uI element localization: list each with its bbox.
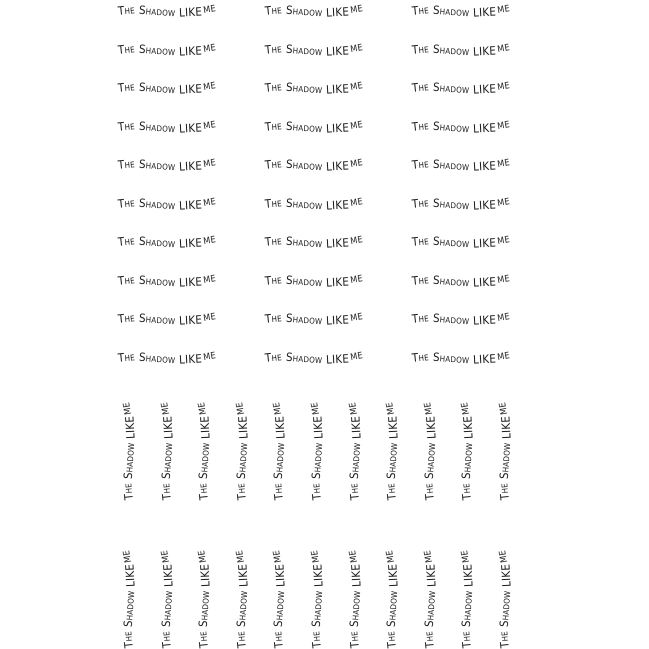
sticker-label-vertical bbox=[272, 549, 286, 648]
sticker-word: LIKE bbox=[179, 196, 203, 213]
sticker-word: LIKE bbox=[498, 415, 514, 439]
sticker-word: Shadow bbox=[346, 590, 363, 628]
sticker-label-vertical bbox=[498, 401, 512, 500]
sticker-word: ME bbox=[349, 196, 365, 209]
sticker-word: ME bbox=[349, 312, 365, 325]
sticker-word: LIKE bbox=[310, 563, 326, 587]
sticker-word: LIKE bbox=[179, 235, 203, 251]
sticker-word: ME bbox=[349, 350, 365, 363]
sticker-word: ME bbox=[234, 400, 247, 416]
sticker-word: LIKE bbox=[460, 563, 476, 587]
sticker-word: LIKE bbox=[179, 158, 203, 174]
sticker-label-horizontal bbox=[117, 194, 218, 213]
sticker-word: Shadow bbox=[308, 590, 326, 628]
sticker-word: Shadow bbox=[195, 442, 213, 480]
sticker-word: The bbox=[117, 271, 136, 288]
sticker-word: Shadow bbox=[271, 590, 288, 628]
sticker-word: ME bbox=[496, 158, 512, 171]
sticker-label-vertical bbox=[197, 401, 211, 500]
sticker-word: The bbox=[383, 630, 400, 649]
sticker-label-vertical bbox=[157, 548, 176, 649]
sticker-word: ME bbox=[349, 158, 365, 171]
sticker-label-horizontal bbox=[264, 271, 365, 290]
sticker-word: The bbox=[264, 348, 283, 365]
sticker-word: ME bbox=[272, 400, 285, 416]
sticker-word: Shadow bbox=[285, 272, 323, 289]
sticker-word: The bbox=[264, 271, 283, 288]
sticker-label-horizontal bbox=[411, 348, 512, 367]
sticker-word: LIKE bbox=[235, 563, 251, 587]
sticker-word: ME bbox=[159, 400, 172, 416]
sticker-word: The bbox=[117, 233, 136, 249]
sticker-word: ME bbox=[496, 235, 512, 248]
sticker-word: Shadow bbox=[285, 79, 323, 97]
sticker-word: The bbox=[120, 630, 136, 649]
sticker-word: LIKE bbox=[122, 415, 138, 439]
sticker-word: LIKE bbox=[326, 350, 350, 367]
sticker-word: The bbox=[270, 630, 287, 649]
sticker-word: LIKE bbox=[272, 563, 288, 587]
sticker-word: ME bbox=[349, 81, 365, 94]
sticker-word: LIKE bbox=[385, 415, 401, 439]
sticker-label-horizontal bbox=[265, 81, 364, 95]
sticker-word: The bbox=[264, 117, 283, 134]
sticker-label-vertical bbox=[420, 548, 439, 649]
sticker-word: LIKE bbox=[326, 4, 350, 20]
sticker-word: The bbox=[117, 117, 136, 134]
sticker-word: Shadow bbox=[158, 590, 175, 628]
sticker-word: Shadow bbox=[138, 118, 176, 135]
sticker-word: ME bbox=[349, 273, 365, 286]
sticker-word: LIKE bbox=[326, 119, 350, 136]
sticker-word: LIKE bbox=[473, 350, 497, 367]
sticker-label-horizontal bbox=[412, 158, 511, 172]
sticker-word: LIKE bbox=[326, 81, 350, 97]
sticker-word: The bbox=[117, 40, 136, 57]
sticker-word: The bbox=[345, 630, 362, 649]
sticker-word: Shadow bbox=[120, 442, 138, 480]
sticker-word: LIKE bbox=[197, 415, 213, 439]
sticker-label-horizontal bbox=[118, 312, 217, 326]
sticker-word: LIKE bbox=[179, 350, 203, 367]
sticker-word: LIKE bbox=[498, 563, 514, 587]
sticker-word: Shadow bbox=[432, 118, 470, 135]
sticker-word: The bbox=[264, 156, 283, 172]
sticker-word: The bbox=[232, 482, 249, 501]
sticker-word: The bbox=[458, 630, 475, 649]
sticker-word: The bbox=[420, 630, 437, 649]
sticker-word: Shadow bbox=[496, 442, 514, 480]
sticker-word: The bbox=[411, 194, 430, 211]
sticker-word: Shadow bbox=[459, 590, 476, 628]
sticker-word: LIKE bbox=[179, 119, 203, 136]
sticker-word: Shadow bbox=[285, 118, 323, 135]
sticker-word: ME bbox=[197, 548, 210, 564]
sticker-word: Shadow bbox=[233, 442, 251, 480]
sticker-word: ME bbox=[496, 196, 512, 209]
sticker-word: LIKE bbox=[473, 81, 497, 97]
sticker-word: Shadow bbox=[138, 2, 176, 20]
sticker-word: ME bbox=[496, 119, 512, 132]
sticker-word: The bbox=[411, 117, 430, 134]
sticker-word: ME bbox=[202, 235, 218, 248]
sticker-label-horizontal bbox=[265, 158, 364, 172]
sticker-word: Shadow bbox=[158, 442, 175, 480]
sticker-word: ME bbox=[498, 400, 511, 416]
sticker-word: The bbox=[120, 482, 136, 501]
sticker-word: The bbox=[411, 348, 430, 365]
sticker-label-vertical bbox=[385, 401, 399, 500]
sticker-word: LIKE bbox=[326, 273, 350, 290]
sticker-word: LIKE bbox=[326, 42, 350, 59]
sticker-word: ME bbox=[202, 81, 218, 94]
sticker-label-vertical bbox=[197, 549, 211, 648]
sticker-word: Shadow bbox=[138, 156, 176, 174]
sticker-label-vertical bbox=[460, 401, 474, 500]
sticker-word: LIKE bbox=[160, 415, 176, 439]
sticker-word: ME bbox=[122, 548, 135, 564]
sticker-word: ME bbox=[422, 400, 435, 416]
sticker-word: LIKE bbox=[460, 415, 476, 439]
sticker-word: Shadow bbox=[285, 195, 323, 212]
sticker-label-horizontal bbox=[118, 81, 217, 95]
sticker-word: LIKE bbox=[473, 196, 497, 213]
sticker-word: The bbox=[411, 156, 430, 172]
sticker-word: LIKE bbox=[423, 415, 439, 439]
sticker-word: Shadow bbox=[432, 233, 470, 251]
sticker-word: Shadow bbox=[233, 590, 251, 628]
sticker-word: The bbox=[411, 2, 430, 18]
sticker-word: ME bbox=[202, 119, 218, 132]
sticker-word: ME bbox=[496, 273, 512, 286]
sticker-word: Shadow bbox=[195, 590, 213, 628]
sticker-word: LIKE bbox=[179, 312, 203, 328]
sticker-word: LIKE bbox=[179, 42, 203, 59]
sticker-label-vertical bbox=[232, 548, 251, 649]
sticker-label-horizontal bbox=[118, 4, 217, 18]
sticker-label-vertical bbox=[460, 549, 474, 648]
sticker-word: ME bbox=[202, 312, 218, 325]
sticker-word: ME bbox=[310, 400, 323, 416]
sticker-word: LIKE bbox=[326, 196, 350, 213]
sticker-word: LIKE bbox=[473, 312, 497, 328]
sticker-word: LIKE bbox=[473, 42, 497, 59]
sticker-label-horizontal bbox=[265, 4, 364, 18]
sticker-label-vertical bbox=[272, 401, 286, 500]
sticker-word: LIKE bbox=[348, 563, 364, 587]
sticker-word: ME bbox=[496, 312, 512, 325]
sticker-word: LIKE bbox=[423, 563, 439, 587]
sticker-word: ME bbox=[234, 548, 247, 564]
sticker-word: The bbox=[264, 2, 283, 18]
sticker-word: Shadow bbox=[496, 590, 514, 628]
sticker-word: Shadow bbox=[285, 156, 323, 174]
sticker-word: ME bbox=[496, 350, 512, 363]
sticker-label-horizontal bbox=[117, 40, 218, 59]
sticker-word: Shadow bbox=[432, 195, 470, 212]
sticker-label-vertical bbox=[420, 400, 439, 501]
sticker-word: The bbox=[264, 40, 283, 57]
sticker-label-horizontal bbox=[412, 4, 511, 18]
sticker-word: The bbox=[195, 630, 212, 649]
sticker-word: LIKE bbox=[326, 158, 350, 174]
sticker-word: ME bbox=[122, 400, 135, 416]
sticker-label-vertical bbox=[345, 400, 364, 501]
sticker-word: The bbox=[117, 194, 136, 211]
sticker-label-horizontal bbox=[264, 117, 365, 136]
sticker-word: ME bbox=[202, 158, 218, 171]
sticker-word: Shadow bbox=[432, 79, 470, 97]
sticker-word: Shadow bbox=[138, 41, 176, 58]
sticker-label-horizontal bbox=[411, 271, 512, 290]
sticker-label-vertical bbox=[498, 549, 512, 648]
sticker-word: The bbox=[270, 482, 287, 501]
sticker-word: Shadow bbox=[459, 442, 476, 480]
sticker-word: LIKE bbox=[473, 235, 497, 251]
sticker-word: Shadow bbox=[383, 590, 401, 628]
sticker-label-vertical bbox=[232, 400, 251, 501]
sticker-label-horizontal bbox=[265, 312, 364, 326]
sticker-word: LIKE bbox=[272, 415, 288, 439]
sticker-word: Shadow bbox=[285, 310, 323, 328]
sticker-label-vertical bbox=[385, 549, 399, 648]
sticker-word: ME bbox=[347, 400, 360, 416]
sticker-word: Shadow bbox=[138, 233, 176, 251]
sticker-word: LIKE bbox=[179, 273, 203, 290]
sticker-word: LIKE bbox=[326, 312, 350, 328]
sticker-word: The bbox=[458, 482, 475, 501]
sticker-word: ME bbox=[460, 548, 473, 564]
sticker-word: ME bbox=[422, 548, 435, 564]
sticker-word: The bbox=[117, 156, 136, 172]
sticker-word: Shadow bbox=[432, 349, 470, 366]
sticker-word: ME bbox=[202, 273, 218, 286]
sticker-word: ME bbox=[310, 548, 323, 564]
sticker-word: Shadow bbox=[421, 590, 439, 628]
sticker-word: LIKE bbox=[348, 415, 364, 439]
sticker-word: LIKE bbox=[385, 563, 401, 587]
sticker-word: The bbox=[383, 482, 400, 501]
sticker-word: ME bbox=[202, 350, 218, 363]
sticker-word: The bbox=[264, 233, 283, 249]
sticker-label-horizontal bbox=[264, 194, 365, 213]
sticker-word: Shadow bbox=[432, 41, 470, 58]
sticker-word: ME bbox=[349, 235, 365, 248]
sticker-word: The bbox=[157, 482, 174, 501]
sticker-label-horizontal bbox=[118, 158, 217, 172]
sticker-label-horizontal bbox=[265, 235, 364, 249]
sticker-word: Shadow bbox=[346, 442, 363, 480]
sticker-word: ME bbox=[202, 4, 218, 17]
sticker-word: Shadow bbox=[432, 310, 470, 328]
sticker-label-horizontal bbox=[264, 40, 365, 59]
sticker-word: ME bbox=[385, 548, 398, 564]
sticker-word: LIKE bbox=[326, 235, 350, 251]
sticker-word: The bbox=[264, 310, 283, 326]
sticker-word: Shadow bbox=[138, 349, 176, 366]
sticker-label-horizontal bbox=[411, 40, 512, 59]
sticker-word: The bbox=[308, 482, 324, 501]
sticker-word: Shadow bbox=[285, 2, 323, 20]
sticker-word: Shadow bbox=[421, 442, 439, 480]
sticker-word: ME bbox=[349, 119, 365, 132]
sticker-word: The bbox=[264, 194, 283, 211]
sticker-label-horizontal bbox=[117, 117, 218, 136]
sticker-word: The bbox=[157, 630, 174, 649]
sticker-word: LIKE bbox=[160, 563, 176, 587]
sticker-label-horizontal bbox=[117, 348, 218, 367]
sticker-word: Shadow bbox=[285, 41, 323, 58]
sticker-word: The bbox=[232, 630, 249, 649]
sticker-word: The bbox=[420, 482, 437, 501]
sticker-word: Shadow bbox=[138, 79, 176, 97]
sticker-label-horizontal bbox=[411, 194, 512, 213]
sticker-word: Shadow bbox=[432, 272, 470, 289]
sticker-word: LIKE bbox=[179, 4, 203, 20]
sticker-label-vertical bbox=[157, 400, 176, 501]
sticker-word: The bbox=[117, 79, 136, 95]
sticker-word: The bbox=[308, 630, 324, 649]
sticker-label-vertical bbox=[122, 549, 136, 648]
sticker-label-horizontal bbox=[412, 312, 511, 326]
sticker-word: The bbox=[195, 482, 212, 501]
sticker-word: The bbox=[411, 271, 430, 288]
sticker-word: LIKE bbox=[473, 273, 497, 290]
sticker-label-horizontal bbox=[264, 348, 365, 367]
sticker-word: LIKE bbox=[473, 4, 497, 20]
sticker-label-vertical bbox=[310, 549, 324, 648]
sticker-word: LIKE bbox=[310, 415, 326, 439]
sticker-label-vertical bbox=[122, 401, 136, 500]
sticker-word: Shadow bbox=[271, 442, 288, 480]
sticker-label-horizontal bbox=[411, 117, 512, 136]
sticker-word: ME bbox=[460, 400, 473, 416]
sticker-label-horizontal bbox=[412, 81, 511, 95]
sticker-word: ME bbox=[202, 42, 218, 55]
sticker-word: Shadow bbox=[432, 156, 470, 174]
sticker-word: LIKE bbox=[473, 158, 497, 174]
sticker-word: The bbox=[117, 310, 136, 326]
sticker-word: ME bbox=[496, 81, 512, 94]
sticker-word: LIKE bbox=[235, 415, 251, 439]
sticker-word: Shadow bbox=[432, 2, 470, 20]
sticker-word: The bbox=[264, 79, 283, 95]
sticker-word: LIKE bbox=[473, 119, 497, 136]
sticker-word: ME bbox=[272, 548, 285, 564]
sticker-label-horizontal bbox=[118, 235, 217, 249]
sticker-word: ME bbox=[496, 4, 512, 17]
sticker-word: Shadow bbox=[138, 195, 176, 212]
sticker-word: Shadow bbox=[120, 590, 138, 628]
sticker-word: ME bbox=[385, 400, 398, 416]
sticker-word: LIKE bbox=[122, 563, 138, 587]
sticker-word: ME bbox=[498, 548, 511, 564]
sticker-word: Shadow bbox=[383, 442, 401, 480]
sticker-word: Shadow bbox=[285, 349, 323, 366]
sticker-word: ME bbox=[349, 4, 365, 17]
sticker-word: The bbox=[117, 2, 136, 18]
sticker-word: ME bbox=[349, 42, 365, 55]
sticker-label-horizontal bbox=[117, 271, 218, 290]
sticker-word: Shadow bbox=[308, 442, 326, 480]
sticker-word: LIKE bbox=[179, 81, 203, 97]
sticker-word: The bbox=[345, 482, 362, 501]
sticker-label-vertical bbox=[310, 401, 324, 500]
sticker-word: The bbox=[411, 310, 430, 326]
sticker-word: Shadow bbox=[285, 233, 323, 251]
sticker-word: The bbox=[411, 79, 430, 95]
sticker-word: ME bbox=[496, 42, 512, 55]
sticker-word: ME bbox=[197, 400, 210, 416]
sticker-word: ME bbox=[159, 548, 172, 564]
sticker-word: The bbox=[496, 482, 512, 501]
sticker-word: The bbox=[411, 40, 430, 57]
sticker-word: The bbox=[411, 233, 430, 249]
sticker-word: Shadow bbox=[138, 310, 176, 328]
sticker-word: ME bbox=[347, 548, 360, 564]
sticker-word: LIKE bbox=[197, 563, 213, 587]
sticker-word: The bbox=[496, 630, 512, 649]
sticker-word: Shadow bbox=[138, 272, 176, 289]
sticker-word: ME bbox=[202, 196, 218, 209]
sticker-label-vertical bbox=[345, 548, 364, 649]
sticker-word: The bbox=[117, 348, 136, 365]
sticker-label-horizontal bbox=[412, 235, 511, 249]
